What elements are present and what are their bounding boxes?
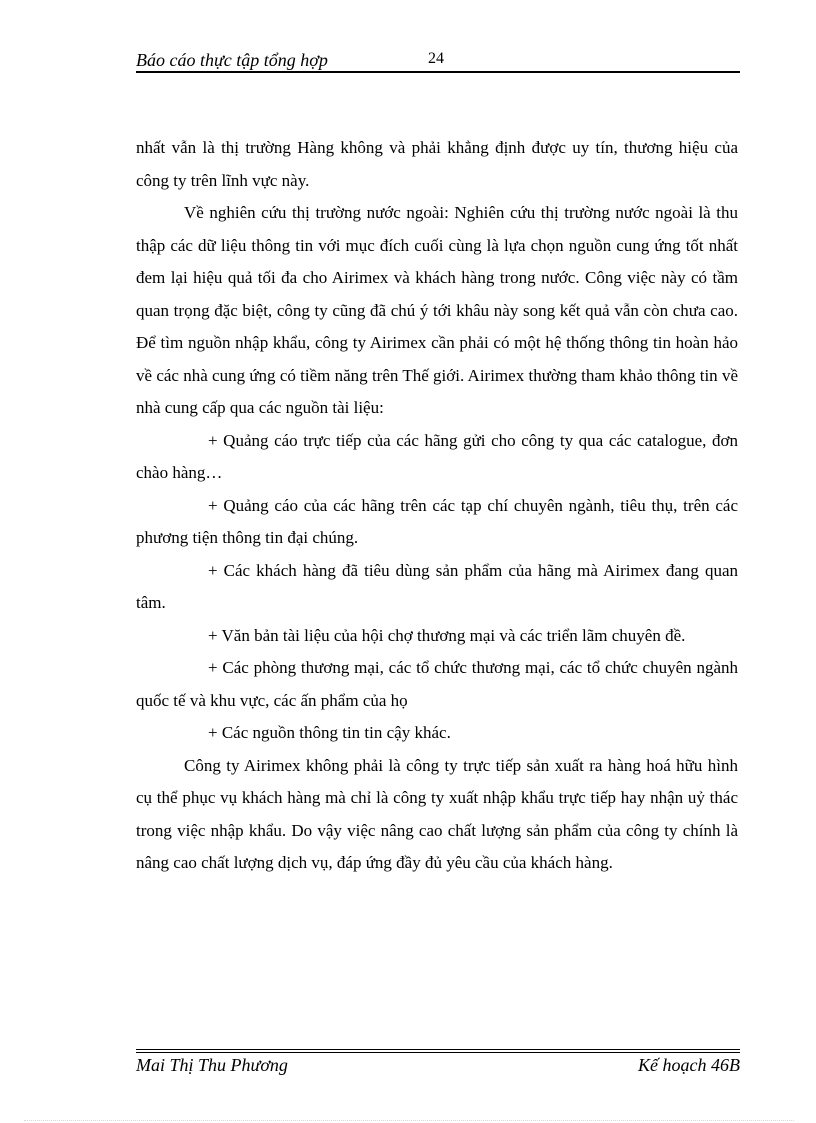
list-item-chambers-of-commerce: + Các phòng thương mại, các tổ chức thương mại, các tổ chức chuyên ngành quốc tế và khu vực, các ấn phẩm của họ [136, 658, 738, 710]
paragraph-continuation: nhất vẫn là thị trường Hàng không và phải khẳng định được uy tín, thương hiệu của công ty trên lĩnh vực này. [136, 138, 738, 190]
list-item-customers: + Các khách hàng đã tiêu dùng sản phẩm của hãng mà Airimex đang quan tâm. [136, 560, 738, 612]
paragraph-foreign-market-research: Về nghiên cứu thị trường nước ngoài: Nghiên cứu thị trường nước ngoài là thu thập các dữ liệu thông tin với mục đích cuối cùng là lựa chọn nguồn cung ứng tốt nhất đem lại hiệu quả tối đa cho Airimex và khách hàng trong nước. Công việc này có tầm quan trọng đặc biệt, công ty cũng đã chú ý tới khâu này song kết quả vẫn còn chưa cao. Để tìm nguồn nhập khẩu, công ty Airimex cần phải có một hệ thống thông tin hoàn hảo về các nhà cung ứng có tiềm năng trên Thế giới. Airimex thường tham khảo thông tin về nhà cung cấp qua các nguồn tài liệu: [136, 203, 738, 417]
page-edge-divider [24, 1120, 794, 1121]
list-item-direct-advertising: + Quảng cáo trực tiếp của các hãng gửi cho công ty qua các catalogue, đơn chào hàng… [136, 430, 738, 482]
paragraph-service-quality: Công ty Airimex không phải là công ty trực tiếp sản xuất ra hàng hoá hữu hình cụ thể phục vụ khách hàng mà chỉ là công ty xuất nhập khẩu trực tiếp hay nhận uỷ thác trong việc nhập khẩu. Do vậy việc nâng cao chất lượng sản phẩm của công ty chính là nâng cao chất lượng dịch vụ, đáp ứng đầy đủ yêu cầu của khách hàng. [136, 755, 738, 872]
list-item-other-sources: + Các nguồn thông tin tin cậy khác. [208, 723, 451, 742]
list-item-trade-fair-documents: + Văn bản tài liệu của hội chợ thương mại và các triển lãm chuyên đề. [208, 625, 686, 645]
page-number: 24 [428, 50, 444, 67]
header-title: Báo cáo thực tập tổng hợp [136, 50, 328, 70]
header-rule [136, 71, 740, 73]
document-body [136, 132, 738, 880]
footer-class: Kế hoạch 46B [638, 1055, 740, 1075]
footer-rule [136, 1049, 740, 1053]
footer-author: Mai Thị Thu Phương [136, 1055, 288, 1075]
list-item-journal-advertising: + Quảng cáo của các hãng trên các tạp chí chuyên ngành, tiêu thụ, trên các phương tiện thông tin đại chúng. [136, 495, 738, 547]
